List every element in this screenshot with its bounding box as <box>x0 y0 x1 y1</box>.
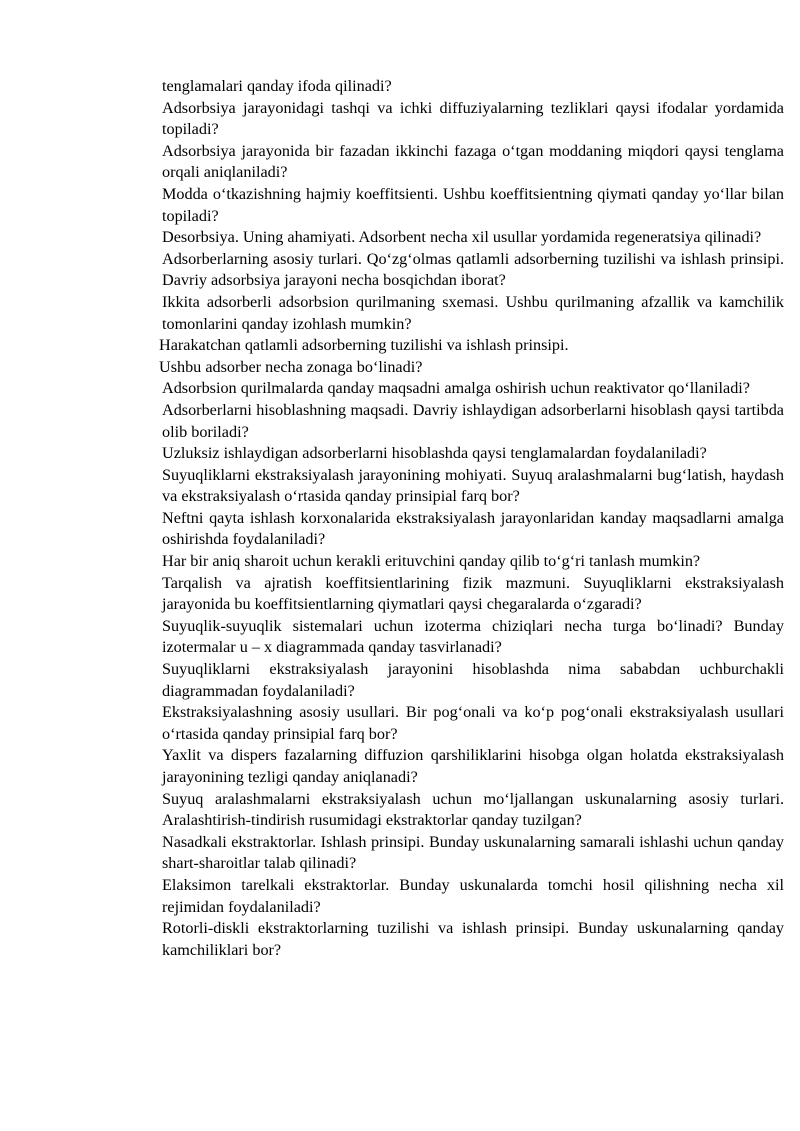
question-item: Suyuq aralashmalarni ekstraksiyalash uchun mo‘ljallangan uskunalarning asosiy turlari. Aralashtirish-tindirish rusumidagi ekstraktorlar qanday tuzilgan? <box>162 789 784 830</box>
question-item: Desorbsiya. Uning ahamiyati. Adsorbent necha xil usullar yordamida regeneratsiya qilinadi? <box>162 228 762 247</box>
question-item: Adsorbsiya jarayonidagi tashqi va ichki diffuziyalarning tezliklari qaysi ifodalar yordamida topiladi? <box>162 98 784 139</box>
question-item: Rotorli-diskli ekstraktorlarning tuzilishi va ishlash prinsipi. Bunday uskunalarning qanday kamchiliklari bor? <box>162 919 784 959</box>
question-item: Adsorbsiya jarayonida bir fazadan ikkinchi fazaga o‘tgan moddaning miqdori qaysi tenglama orqali aniqlaniladi? <box>162 141 784 182</box>
question-item: Ekstraksiyalashning asosiy usullari. Bir pog‘onali va ko‘p pog‘onali ekstraksiyalash usullari o‘rtasida qanday prinsipial farq bor? <box>162 703 784 743</box>
question-item: Elaksimon tarelkali ekstraktorlar. Bunday uskunalarda tomchi hosil qilishning necha xil rejimidan foydalaniladi? <box>162 875 784 916</box>
question-item: Yaxlit va dispers fazalarning diffuzion qarshiliklarini hisobga olgan holatda ekstraksiyalash jarayonining tezligi qanday aniqlanadi? <box>162 746 784 786</box>
question-item: Nasadkali ekstraktorlar. Ishlash prinsipi. Bunday uskunalarning samarali ishlashi uchun qanday shart-sharoitlar talab qilinadi? <box>162 832 784 873</box>
question-item: Neftni qayta ishlash korxonalarida ekstraksiyalash jarayonlaridan kanday maqsadlarni amalga oshirishda foydalaniladi? <box>162 508 784 549</box>
question-item: Adsorberlarning asosiy turlari. Qo‘zg‘olmas qatlamli adsorberning tuzilishi va ishlash prinsipi. Davriy adsorbsiya jarayoni necha bosqichdan iborat? <box>162 249 784 290</box>
question-item: Uzluksiz ishlaydigan adsorberlarni hisoblashda qaysi tenglamalardan foydalaniladi? <box>162 444 707 463</box>
question-item: Ikkita adsorberli adsorbsion qurilmaning sxemasi. Ushbu qurilmaning afzallik va kamchilik tomonlarini qanday izohlash mumkin? <box>162 292 784 333</box>
question-item: Har bir aniq sharoit uchun kerakli erituvchini qanday qilib to‘g‘ri tanlash mumkin? <box>162 552 701 571</box>
question-item: Ushbu adsorber necha zonaga bo‘linadi? <box>159 357 423 376</box>
question-item: Modda o‘tkazishning hajmiy koeffitsienti. Ushbu koeffitsientning qiymati qanday yo‘llar bilan topiladi? <box>162 184 784 225</box>
document-page <box>159 76 784 961</box>
question-item: Tarqalish va ajratish koeffitsientlarining fizik mazmuni. Suyuqliklarni ekstraksiyalash jarayonida bu koeffitsientlarning qiymatlari qaysi chegaralarda o‘zgaradi? <box>162 573 784 614</box>
question-item: Harakatchan qatlamli adsorberning tuzilishi va ishlash prinsipi. <box>159 336 569 355</box>
question-item: Suyuqliklarni ekstraksiyalash jarayonini hisoblashda nima sababdan uchburchakli diagrammadan foydalaniladi? <box>162 660 784 700</box>
question-item: Suyuqliklarni ekstraksiyalash jarayonining mohiyati. Suyuq aralashmalarni bug‘latish, haydash va ekstraksiyalash o‘rtasida qanday prinsipial farq bor? <box>162 465 784 506</box>
question-item: Adsorberlarni hisoblashning maqsadi. Davriy ishlaydigan adsorberlarni hisoblash qaysi tartibda olib boriladi? <box>162 400 784 441</box>
question-item: tenglamalari qanday ifoda qilinadi? <box>162 77 392 95</box>
question-item: Adsorbsion qurilmalarda qanday maqsadni amalga oshirish uchun reaktivator qo‘llaniladi? <box>162 379 750 398</box>
question-item: Suyuqlik-suyuqlik sistemalari uchun izoterma chiziqlari necha turga bo‘linadi? Bunday izotermalar u – x diagrammada qanday tasvirlanadi? <box>162 616 784 657</box>
